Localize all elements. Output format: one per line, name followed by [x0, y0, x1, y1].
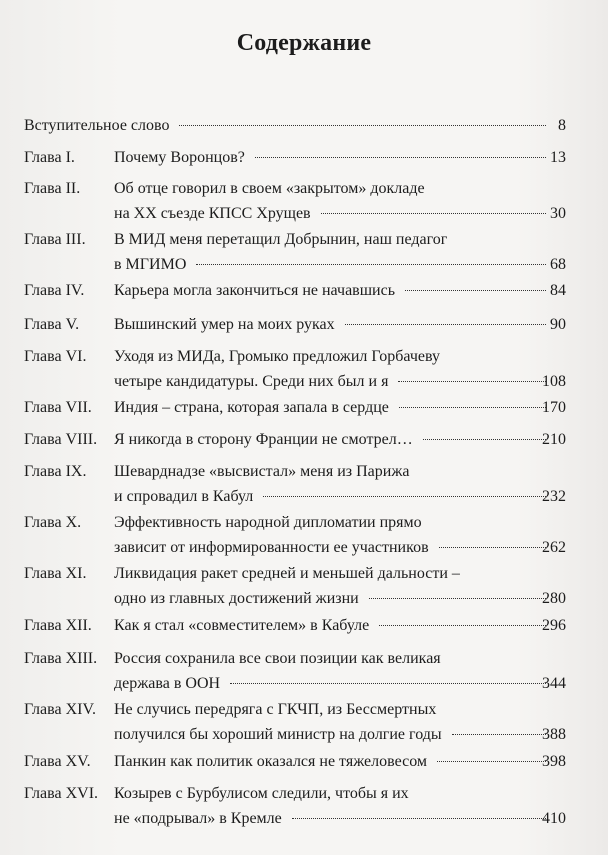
chapter-label: Глава II.: [24, 180, 81, 197]
chapter-title: [114, 227, 554, 277]
chapter-title-line: [114, 201, 554, 226]
chapter-title-line: [114, 535, 554, 560]
dot-leader: [439, 547, 546, 548]
page-number: 13: [550, 149, 566, 166]
chapter-label: Глава VIII.: [24, 431, 98, 448]
chapter-label: Глава XVI.: [24, 785, 99, 802]
chapter-title-line: [114, 459, 554, 484]
chapter-title-line: [114, 344, 554, 369]
dot-leader: [292, 818, 546, 819]
dot-leader: [399, 407, 546, 408]
chapter-title-line: [114, 749, 554, 774]
dot-leader: [452, 734, 546, 735]
chapter-title-line: [114, 806, 554, 831]
chapter-label: Глава X.: [24, 514, 82, 531]
page-number: 170: [542, 399, 566, 416]
chapter-title-text: Не случись передряга с ГКЧП, из Бессмертных: [114, 701, 437, 718]
chapter-title-text: Почему Воронцов?: [114, 149, 245, 166]
chapter-title-line: [114, 369, 554, 394]
chapter-title-text: Ликвидация ракет средней и меньшей дальности –: [114, 565, 460, 582]
chapter-title-text: Панкин как политик оказался не тяжеловесом: [114, 753, 428, 770]
dot-leader: [263, 496, 546, 497]
chapter-title-text: Шеварднадзе «высвистал» меня из Парижа: [114, 463, 410, 480]
chapter-title: [114, 344, 554, 394]
chapter-title-text: Карьера могла закончиться не начавшись: [114, 282, 395, 299]
chapter-title-line: [114, 646, 554, 671]
chapter-title-line: [114, 722, 554, 747]
chapter-title-line: [114, 145, 554, 170]
dot-leader: [196, 264, 546, 265]
dot-leader: [179, 125, 546, 126]
page-number: 410: [542, 810, 566, 827]
chapter-label: Глава XV.: [24, 753, 91, 770]
chapter-title-text: Эффективность народной дипломатии прямо: [114, 514, 422, 531]
page-number: 210: [542, 431, 566, 448]
page-number: 388: [542, 726, 566, 743]
chapter-title-line: [114, 484, 554, 509]
chapter-label: Глава III.: [24, 231, 86, 248]
dot-leader: [345, 324, 546, 325]
chapter-title: [114, 312, 554, 337]
dot-leader: [369, 598, 546, 599]
dot-leader: [437, 761, 546, 762]
chapter-label: Глава IV.: [24, 282, 85, 299]
chapter-title-text: зависит от информированности ее участников: [114, 539, 429, 556]
chapter-title-text: В МИД меня перетащил Добрынин, наш педагог: [114, 231, 448, 248]
chapter-title-line: [114, 312, 554, 337]
chapter-title-line: [114, 427, 554, 452]
chapter-title-text: Как я стал «совместителем» в Кабуле: [114, 617, 370, 634]
dot-leader: [423, 439, 546, 440]
page-title: Содержание: [236, 30, 372, 56]
chapter-title-line: [114, 278, 554, 303]
page-number: 296: [542, 617, 566, 634]
chapter-title-line: [114, 781, 554, 806]
chapter-title-text: четыре кандидатуры. Среди них был и я: [114, 373, 389, 390]
dot-leader: [230, 683, 546, 684]
chapter-title-text: Россия сохранила все свои позиции как великая: [114, 650, 441, 667]
chapter-label: Глава XIV.: [24, 701, 96, 718]
dot-leader: [379, 625, 546, 626]
dot-leader: [405, 290, 546, 291]
chapter-title-line: [114, 697, 554, 722]
chapter-title-text: Вступительное слово: [24, 117, 170, 134]
page-number: 398: [542, 753, 566, 770]
chapter-label: Глава I.: [24, 149, 75, 166]
chapter-title-line: [114, 586, 554, 611]
chapter-title-line: [114, 176, 554, 201]
chapter-title-line: [24, 113, 554, 138]
chapter-label: Глава IX.: [24, 463, 87, 480]
dot-leader: [321, 213, 546, 214]
chapter-title: [24, 113, 554, 138]
chapter-title: [114, 749, 554, 774]
chapter-title-text: Вышинский умер на моих руках: [114, 316, 335, 333]
page-number: 68: [550, 256, 566, 273]
chapter-title-text: держава в ООН: [114, 675, 221, 692]
chapter-title: [114, 613, 554, 638]
chapter-title: [114, 427, 554, 452]
chapter-title-line: [114, 671, 554, 696]
chapter-title-text: Уходя из МИДа, Громыко предложил Горбачеву: [114, 348, 440, 365]
page-number: 344: [542, 675, 566, 692]
chapter-title-text: на XX съезде КПСС Хрущев: [114, 205, 311, 222]
page-number: 280: [542, 590, 566, 607]
page-number: 30: [550, 205, 566, 222]
page-number: 84: [550, 282, 566, 299]
chapter-title: [114, 781, 554, 831]
chapter-label: Глава XI.: [24, 565, 87, 582]
chapter-label: Глава VII.: [24, 399, 92, 416]
page-number: 8: [558, 117, 566, 134]
dot-leader: [398, 381, 546, 382]
chapter-title: [114, 459, 554, 509]
dot-leader: [255, 157, 546, 158]
chapter-title: [114, 697, 554, 747]
chapter-title-line: [114, 561, 554, 586]
chapter-title: [114, 278, 554, 303]
page-number: 108: [542, 373, 566, 390]
chapter-title-text: Я никогда в сторону Франции не смотрел…: [114, 431, 413, 448]
chapter-title-line: [114, 227, 554, 252]
chapter-title: [114, 176, 554, 226]
chapter-title-text: одно из главных достижений жизни: [114, 590, 359, 607]
chapter-title-text: Об отце говорил в своем «закрытом» докладе: [114, 180, 425, 197]
page-number: 90: [550, 316, 566, 333]
chapter-title-line: [114, 613, 554, 638]
chapter-title-text: и спровадил в Кабул: [114, 488, 254, 505]
page-number: 232: [542, 488, 566, 505]
chapter-label: Глава XII.: [24, 617, 92, 634]
chapter-title-line: [114, 510, 554, 535]
chapter-title-text: Индия – страна, которая запала в сердце: [114, 399, 389, 416]
chapter-title: [114, 395, 554, 420]
chapter-title-text: не «подрывал» в Кремле: [114, 810, 282, 827]
chapter-label: Глава V.: [24, 316, 80, 333]
chapter-label: Глава VI.: [24, 348, 87, 365]
chapter-title: [114, 510, 554, 560]
chapter-title: [114, 145, 554, 170]
chapter-label: Глава XIII.: [24, 650, 98, 667]
chapter-title-line: [114, 395, 554, 420]
chapter-title: [114, 561, 554, 611]
chapter-title-line: [114, 252, 554, 277]
page-number: 262: [542, 539, 566, 556]
chapter-title-text: в МГИМО: [114, 256, 187, 273]
chapter-title-text: получился бы хороший министр на долгие годы: [114, 726, 442, 743]
chapter-title-text: Козырев с Бурбулисом следили, чтобы я их: [114, 785, 409, 802]
chapter-title: [114, 646, 554, 696]
